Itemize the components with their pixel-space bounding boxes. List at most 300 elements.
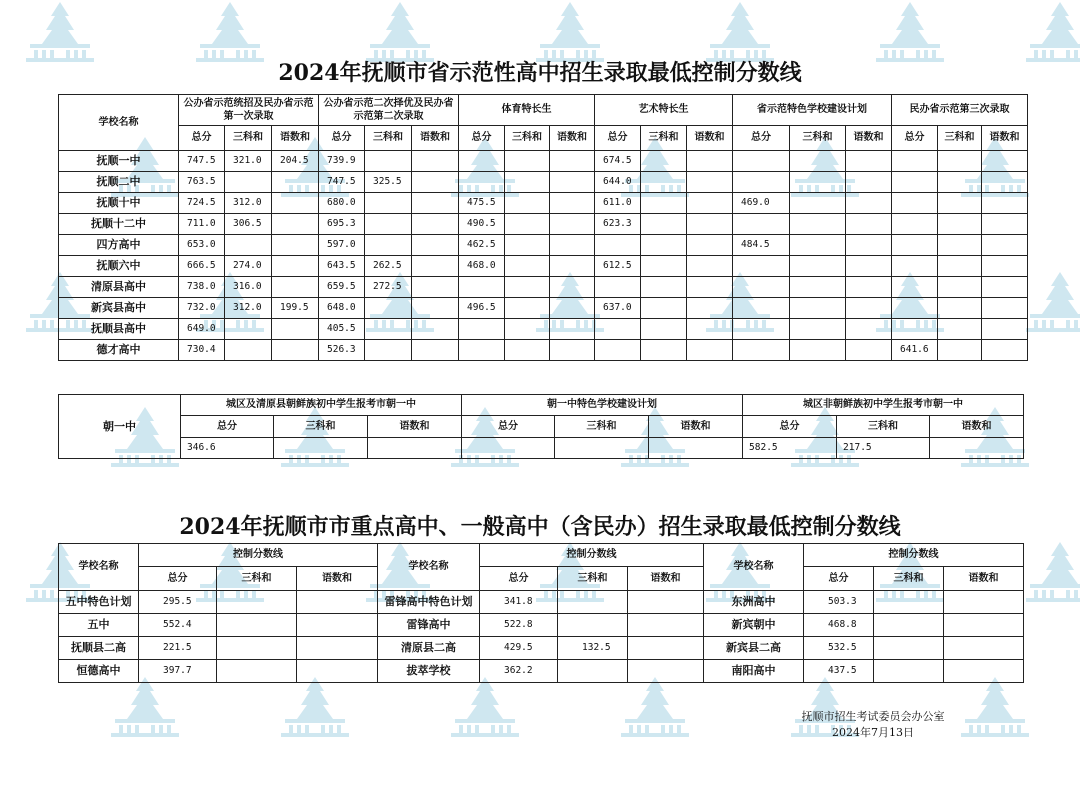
school-name: 恒德高中	[59, 660, 139, 683]
score-cell	[505, 151, 550, 172]
sub-header: 总分	[743, 416, 837, 438]
school-name: 东洲高中	[704, 591, 804, 614]
score-cell	[938, 298, 982, 319]
score-cell	[505, 319, 550, 340]
score-cell	[944, 637, 1024, 660]
score-cell	[944, 660, 1024, 683]
score-cell	[938, 172, 982, 193]
group-header: 体育特长生	[459, 95, 595, 126]
school-name: 抚顺一中	[59, 151, 179, 172]
chaoyizhong-score-table	[58, 394, 1024, 459]
school-name: 抚顺二中	[59, 172, 179, 193]
score-cell: 643.5	[319, 256, 365, 277]
score-cell	[790, 235, 846, 256]
issuing-office: 抚顺市招生考试委员会办公室	[801, 710, 945, 723]
score-cell	[846, 235, 892, 256]
score-cell: 204.5	[272, 151, 319, 172]
score-cell: 462.5	[459, 235, 505, 256]
score-cell	[687, 340, 733, 361]
score-cell	[297, 660, 378, 683]
score-cell	[733, 319, 790, 340]
score-cell	[505, 193, 550, 214]
group-header: 城区非朝鲜族初中学生报考市朝一中	[743, 395, 1024, 416]
score-cell	[733, 277, 790, 298]
score-cell	[505, 277, 550, 298]
school-name: 德才高中	[59, 340, 179, 361]
school-name: 抚顺县高中	[59, 319, 179, 340]
sub-header: 三科和	[790, 126, 846, 151]
score-cell: 747.5	[179, 151, 225, 172]
sub-header: 语数和	[412, 126, 459, 151]
table-row	[59, 172, 1028, 193]
score-cell: 637.0	[595, 298, 641, 319]
score-cell	[459, 277, 505, 298]
score-cell: 526.3	[319, 340, 365, 361]
school-name-header: 学校名称	[59, 544, 139, 591]
sub-header: 总分	[319, 126, 365, 151]
score-cell: 611.0	[595, 193, 641, 214]
score-cell	[272, 193, 319, 214]
score-cell	[365, 193, 412, 214]
sub-header: 总分	[462, 416, 555, 438]
score-cell	[982, 319, 1028, 340]
sub-header: 语数和	[628, 567, 704, 591]
school-name: 新宾县高中	[59, 298, 179, 319]
score-cell	[846, 214, 892, 235]
score-cell	[217, 591, 297, 614]
sub-header: 三科和	[274, 416, 368, 438]
score-cell: 321.0	[225, 151, 272, 172]
score-cell	[982, 151, 1028, 172]
page-title-municipal: 2024年抚顺市市重点高中、一般高中（含民办）招生录取最低控制分数线	[179, 514, 901, 540]
sub-header: 总分	[804, 567, 874, 591]
score-cell	[272, 172, 319, 193]
score-cell: 475.5	[459, 193, 505, 214]
score-cell: 199.5	[272, 298, 319, 319]
score-cell	[846, 340, 892, 361]
sub-header: 三科和	[641, 126, 687, 151]
school-name: 雷锋高中	[378, 614, 480, 637]
sub-header: 三科和	[365, 126, 412, 151]
table-row	[59, 214, 1028, 235]
score-cell	[982, 235, 1028, 256]
score-cell: 649.0	[179, 319, 225, 340]
score-cell	[892, 214, 938, 235]
score-cell	[733, 172, 790, 193]
school-name: 抚顺县二高	[59, 637, 139, 660]
score-cell	[225, 172, 272, 193]
score-cell	[641, 277, 687, 298]
table-row	[59, 319, 1028, 340]
sub-header: 三科和	[217, 567, 297, 591]
score-cell	[550, 319, 595, 340]
score-cell: 730.4	[179, 340, 225, 361]
sub-header: 三科和	[938, 126, 982, 151]
sub-header: 总分	[179, 126, 225, 151]
score-cell	[365, 235, 412, 256]
score-cell: 362.2	[480, 660, 558, 683]
score-cell	[365, 340, 412, 361]
score-cell: 496.5	[459, 298, 505, 319]
score-cell	[687, 214, 733, 235]
sub-header: 三科和	[225, 126, 272, 151]
score-cell	[892, 319, 938, 340]
score-cell	[272, 319, 319, 340]
score-cell	[459, 340, 505, 361]
score-cell	[505, 214, 550, 235]
watermark-logo	[281, 677, 349, 737]
score-cell	[217, 614, 297, 637]
score-cell	[982, 298, 1028, 319]
score-cell	[558, 660, 628, 683]
table-row	[59, 637, 1024, 660]
score-cell	[368, 438, 462, 459]
score-cell	[412, 151, 459, 172]
score-cell	[641, 214, 687, 235]
score-cell: 724.5	[179, 193, 225, 214]
municipal-score-table	[58, 543, 1024, 683]
table-row	[59, 235, 1028, 256]
watermark-logo	[876, 2, 944, 62]
score-cell	[628, 660, 704, 683]
score-cell	[641, 256, 687, 277]
school-name: 雷锋高中特色计划	[378, 591, 480, 614]
score-cell	[846, 193, 892, 214]
score-cell	[365, 214, 412, 235]
score-cell	[938, 256, 982, 277]
score-cell	[892, 193, 938, 214]
score-cell	[272, 235, 319, 256]
sub-header: 总分	[459, 126, 505, 151]
sub-header: 三科和	[555, 416, 649, 438]
score-cell: 325.5	[365, 172, 412, 193]
school-name: 新宾朝中	[704, 614, 804, 637]
watermark-logo	[1026, 542, 1080, 602]
score-cell	[459, 319, 505, 340]
score-cell	[550, 193, 595, 214]
score-cell	[874, 660, 944, 683]
score-cell: 680.0	[319, 193, 365, 214]
score-cell	[790, 256, 846, 277]
score-cell	[938, 214, 982, 235]
watermark-logo	[26, 2, 94, 62]
score-cell: 132.5	[558, 637, 628, 660]
sub-header: 语数和	[550, 126, 595, 151]
score-cell: 666.5	[179, 256, 225, 277]
score-cell	[846, 298, 892, 319]
score-cell	[790, 298, 846, 319]
sub-header: 语数和	[982, 126, 1028, 151]
score-cell	[641, 340, 687, 361]
score-cell	[550, 151, 595, 172]
score-cell	[687, 151, 733, 172]
score-cell	[892, 298, 938, 319]
score-cell	[687, 256, 733, 277]
watermark-logo	[706, 2, 774, 62]
chaoyizhong-label: 朝一中	[59, 395, 181, 459]
sub-header: 总分	[139, 567, 217, 591]
score-cell	[938, 151, 982, 172]
score-cell	[892, 151, 938, 172]
score-cell	[217, 637, 297, 660]
score-cell: 648.0	[319, 298, 365, 319]
score-cell: 262.5	[365, 256, 412, 277]
score-cell	[550, 340, 595, 361]
score-cell	[225, 340, 272, 361]
issue-date: 2024年7月13日	[832, 726, 914, 739]
score-cell	[790, 277, 846, 298]
score-cell	[846, 151, 892, 172]
score-cell: 732.0	[179, 298, 225, 319]
score-cell	[733, 214, 790, 235]
group-header: 公办省示范二次择优及民办省示范第二次录取	[319, 95, 459, 126]
score-cell	[550, 298, 595, 319]
watermark-logo	[1026, 272, 1080, 332]
score-cell: 346.6	[181, 438, 274, 459]
score-cell	[733, 298, 790, 319]
score-cell	[412, 277, 459, 298]
score-cell	[272, 256, 319, 277]
school-name: 南阳高中	[704, 660, 804, 683]
score-cell	[874, 614, 944, 637]
score-cell: 397.7	[139, 660, 217, 683]
score-cell	[297, 637, 378, 660]
score-cell	[595, 319, 641, 340]
sub-header: 三科和	[837, 416, 930, 438]
school-name: 拔萃学校	[378, 660, 480, 683]
school-name: 抚顺六中	[59, 256, 179, 277]
score-cell	[938, 235, 982, 256]
table-row	[59, 340, 1028, 361]
score-cell	[938, 193, 982, 214]
score-cell	[982, 277, 1028, 298]
score-cell	[505, 340, 550, 361]
score-cell: 217.5	[837, 438, 930, 459]
score-cell	[628, 591, 704, 614]
sub-header: 语数和	[944, 567, 1024, 591]
score-cell	[687, 172, 733, 193]
score-cell	[595, 340, 641, 361]
score-cell	[272, 277, 319, 298]
score-cell	[687, 277, 733, 298]
score-cell	[505, 172, 550, 193]
score-cell: 312.0	[225, 298, 272, 319]
score-cell	[874, 637, 944, 660]
score-cell	[550, 277, 595, 298]
score-cell	[558, 614, 628, 637]
watermark-logo	[196, 2, 264, 62]
score-cell	[641, 151, 687, 172]
group-header: 公办省示范统招及民办省示范第一次录取	[179, 95, 319, 126]
score-cell	[365, 298, 412, 319]
score-cell: 468.8	[804, 614, 874, 637]
school-name: 清原县二高	[378, 637, 480, 660]
score-cell	[982, 256, 1028, 277]
score-cell	[790, 193, 846, 214]
score-cell	[892, 172, 938, 193]
score-cell	[846, 256, 892, 277]
sub-header: 语数和	[297, 567, 378, 591]
score-cell: 552.4	[139, 614, 217, 637]
score-cell: 221.5	[139, 637, 217, 660]
score-cell	[790, 340, 846, 361]
score-cell	[733, 256, 790, 277]
watermark-logo	[1026, 2, 1080, 62]
score-cell	[846, 319, 892, 340]
score-cell	[944, 614, 1024, 637]
table-row	[59, 277, 1028, 298]
score-cell	[982, 340, 1028, 361]
sub-header: 总分	[892, 126, 938, 151]
score-cell: 469.0	[733, 193, 790, 214]
score-cell	[733, 340, 790, 361]
table-row	[59, 298, 1028, 319]
score-cell: 738.0	[179, 277, 225, 298]
score-cell	[365, 319, 412, 340]
score-cell	[412, 298, 459, 319]
score-cell	[595, 277, 641, 298]
score-cell	[846, 172, 892, 193]
score-cell: 711.0	[179, 214, 225, 235]
score-cell	[505, 256, 550, 277]
score-cell	[272, 214, 319, 235]
score-cell	[846, 277, 892, 298]
score-cell	[550, 214, 595, 235]
score-cell	[225, 319, 272, 340]
group-header: 控制分数线	[139, 544, 378, 567]
score-cell	[462, 438, 555, 459]
score-cell	[892, 235, 938, 256]
group-header: 控制分数线	[804, 544, 1024, 567]
score-cell	[412, 256, 459, 277]
score-cell	[595, 235, 641, 256]
score-cell	[733, 151, 790, 172]
score-cell: 429.5	[480, 637, 558, 660]
sub-header: 三科和	[558, 567, 628, 591]
score-cell	[365, 151, 412, 172]
group-header: 控制分数线	[480, 544, 704, 567]
score-cell	[930, 438, 1024, 459]
score-cell	[938, 319, 982, 340]
score-cell	[558, 591, 628, 614]
watermark-logo	[111, 677, 179, 737]
score-cell	[225, 235, 272, 256]
score-cell: 274.0	[225, 256, 272, 277]
score-cell	[505, 298, 550, 319]
score-cell	[505, 235, 550, 256]
score-cell	[641, 172, 687, 193]
score-cell: 341.8	[480, 591, 558, 614]
score-cell: 695.3	[319, 214, 365, 235]
score-cell	[790, 214, 846, 235]
score-cell	[628, 637, 704, 660]
score-cell: 674.5	[595, 151, 641, 172]
sub-header: 语数和	[930, 416, 1024, 438]
score-cell: 623.3	[595, 214, 641, 235]
score-cell: 437.5	[804, 660, 874, 683]
table-row	[59, 614, 1024, 637]
watermark-logo	[451, 677, 519, 737]
sub-header: 语数和	[272, 126, 319, 151]
sub-header: 总分	[480, 567, 558, 591]
score-cell	[874, 591, 944, 614]
school-name-header: 学校名称	[704, 544, 804, 591]
score-cell	[297, 591, 378, 614]
group-header: 朝一中特色学校建设计划	[462, 395, 743, 416]
score-cell	[790, 319, 846, 340]
score-cell: 582.5	[743, 438, 837, 459]
score-cell: 612.5	[595, 256, 641, 277]
score-cell	[412, 172, 459, 193]
score-cell: 306.5	[225, 214, 272, 235]
score-cell: 739.9	[319, 151, 365, 172]
score-cell: 272.5	[365, 277, 412, 298]
school-name: 五中特色计划	[59, 591, 139, 614]
score-cell: 522.8	[480, 614, 558, 637]
score-cell	[274, 438, 368, 459]
sub-header: 总分	[181, 416, 274, 438]
school-name-header: 学校名称	[378, 544, 480, 591]
page-title-provincial: 2024年抚顺市省示范性高中招生录取最低控制分数线	[278, 60, 802, 86]
sub-header: 总分	[595, 126, 641, 151]
table-row	[59, 193, 1028, 214]
score-cell: 641.6	[892, 340, 938, 361]
score-cell	[982, 172, 1028, 193]
score-cell	[297, 614, 378, 637]
score-cell	[459, 172, 505, 193]
school-name-header: 学校名称	[59, 95, 179, 151]
score-cell	[641, 193, 687, 214]
score-cell	[412, 340, 459, 361]
score-cell	[892, 256, 938, 277]
score-cell	[649, 438, 743, 459]
score-cell	[641, 319, 687, 340]
score-cell	[412, 235, 459, 256]
group-header: 省示范特色学校建设计划	[733, 95, 892, 126]
score-cell	[790, 151, 846, 172]
score-cell	[550, 235, 595, 256]
score-cell	[412, 193, 459, 214]
score-cell	[687, 193, 733, 214]
score-cell: 312.0	[225, 193, 272, 214]
table-row	[59, 151, 1028, 172]
school-name: 清原县高中	[59, 277, 179, 298]
score-cell: 597.0	[319, 235, 365, 256]
score-cell	[641, 235, 687, 256]
watermark-logo	[621, 677, 689, 737]
score-cell	[938, 277, 982, 298]
school-name: 抚顺十二中	[59, 214, 179, 235]
score-cell: 295.5	[139, 591, 217, 614]
school-name: 新宾县二高	[704, 637, 804, 660]
school-name: 五中	[59, 614, 139, 637]
score-cell	[687, 319, 733, 340]
sub-header: 三科和	[505, 126, 550, 151]
sub-header: 三科和	[874, 567, 944, 591]
score-cell: 659.5	[319, 277, 365, 298]
score-cell	[412, 319, 459, 340]
school-name: 四方高中	[59, 235, 179, 256]
score-cell: 405.5	[319, 319, 365, 340]
score-cell	[641, 298, 687, 319]
score-cell	[272, 340, 319, 361]
score-cell	[217, 660, 297, 683]
score-cell	[687, 235, 733, 256]
sub-header: 语数和	[649, 416, 743, 438]
group-header: 城区及清原县朝鲜族初中学生报考市朝一中	[181, 395, 462, 416]
score-cell	[555, 438, 649, 459]
group-header: 民办省示范第三次录取	[892, 95, 1028, 126]
